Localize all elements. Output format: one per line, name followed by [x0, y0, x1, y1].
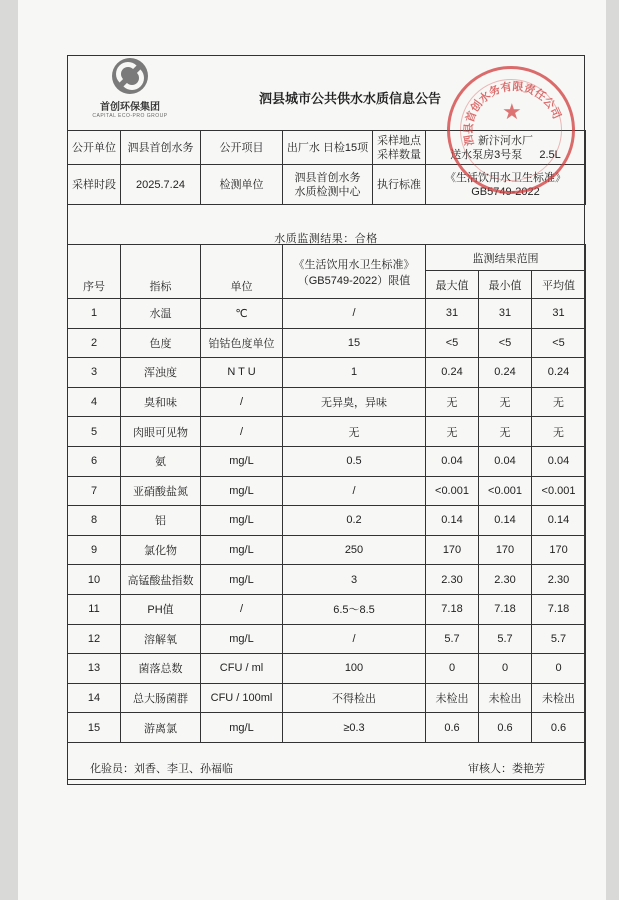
label-lab: 检测单位 [201, 165, 283, 205]
cell-min: 2.30 [479, 565, 532, 595]
cell-min: 170 [479, 535, 532, 565]
value-lab-line2: 水质检测中心 [294, 185, 361, 198]
cell-limit: 无 [283, 417, 426, 447]
cell-item: 浑浊度 [121, 358, 201, 388]
col-min: 最小值 [479, 271, 532, 299]
cell-min: 无 [479, 387, 532, 417]
cell-unit: mg/L [201, 476, 283, 506]
cell-limit: ≥0.3 [283, 713, 426, 743]
cell-limit: 250 [283, 535, 426, 565]
cell-avg: 2.30 [532, 565, 586, 595]
cell-unit: ℃ [201, 299, 283, 329]
col-range: 监测结果范围 [426, 245, 586, 271]
cell-max: 0.6 [426, 713, 479, 743]
cell-no: 11 [68, 594, 121, 624]
logo-en: CAPITAL ECO-PRO GROUP [92, 113, 168, 119]
cell-limit: 1 [283, 358, 426, 388]
value-site: 新汴河水厂 [478, 134, 533, 147]
cell-avg: 7.18 [532, 594, 586, 624]
cell-item: 氨 [121, 446, 201, 476]
cell-unit: mg/L [201, 446, 283, 476]
cell-item: 菌落总数 [121, 654, 201, 684]
cell-avg: <5 [532, 328, 586, 358]
value-period: 2025.7.24 [121, 165, 201, 205]
label-project: 公开项目 [201, 131, 283, 165]
cell-min: 未检出 [479, 683, 532, 713]
cell-item: 氯化物 [121, 535, 201, 565]
col-max: 最大值 [426, 271, 479, 299]
cell-unit: mg/L [201, 565, 283, 595]
cell-item: PH值 [121, 594, 201, 624]
cell-unit: / [201, 387, 283, 417]
cell-avg: 31 [532, 299, 586, 329]
cell-avg: 无 [532, 387, 586, 417]
cell-max: 0.24 [426, 358, 479, 388]
cell-max: 31 [426, 299, 479, 329]
results-body [68, 299, 586, 743]
cell-min: <5 [479, 328, 532, 358]
cell-no: 2 [68, 328, 121, 358]
table-row [68, 328, 586, 358]
cell-unit: / [201, 594, 283, 624]
cell-item: 游离氯 [121, 713, 201, 743]
cell-max: 未检出 [426, 683, 479, 713]
cell-min: 7.18 [479, 594, 532, 624]
value-lab [283, 165, 373, 205]
cell-limit: 0.2 [283, 506, 426, 536]
table-row [68, 654, 586, 684]
cell-max: 无 [426, 387, 479, 417]
logo-name: 首创环保集团 [100, 102, 160, 113]
cell-item: 溶解氧 [121, 624, 201, 654]
table-row [68, 446, 586, 476]
value-project: 出厂水 日检15项 [283, 131, 373, 165]
cell-no: 12 [68, 624, 121, 654]
cell-item: 水温 [121, 299, 201, 329]
table-row [68, 713, 586, 743]
table-row [68, 594, 586, 624]
cell-no: 7 [68, 476, 121, 506]
cell-no: 4 [68, 387, 121, 417]
col-avg: 平均值 [532, 271, 586, 299]
cell-min: 0.14 [479, 506, 532, 536]
cell-no: 15 [68, 713, 121, 743]
cell-max: 0.04 [426, 446, 479, 476]
cell-item: 色度 [121, 328, 201, 358]
cell-unit: CFU / 100ml [201, 683, 283, 713]
table-row [68, 506, 586, 536]
cell-limit: 不得检出 [283, 683, 426, 713]
cell-limit: 3 [283, 565, 426, 595]
col-no: 序号 [68, 245, 121, 299]
cell-no: 9 [68, 535, 121, 565]
table-row [68, 358, 586, 388]
cell-min: 0.04 [479, 446, 532, 476]
cell-avg: 0.6 [532, 713, 586, 743]
value-publisher: 泗县首创水务 [121, 131, 201, 165]
cell-avg: 0.14 [532, 506, 586, 536]
cell-avg: 170 [532, 535, 586, 565]
cell-min: 31 [479, 299, 532, 329]
cell-max: 0 [426, 654, 479, 684]
col-limit-line2: （GB5749-2022）限值 [297, 274, 411, 287]
cell-no: 1 [68, 299, 121, 329]
cell-avg: 未检出 [532, 683, 586, 713]
cell-min: <0.001 [479, 476, 532, 506]
cell-item: 高锰酸盐指数 [121, 565, 201, 595]
cell-min: 0.24 [479, 358, 532, 388]
cell-unit: / [201, 417, 283, 447]
cell-no: 6 [68, 446, 121, 476]
cell-max: <0.001 [426, 476, 479, 506]
cell-no: 13 [68, 654, 121, 684]
label-quantity: 采样数量 [377, 148, 421, 161]
cell-item: 亚硝酸盐氮 [121, 476, 201, 506]
cell-item: 肉眼可见物 [121, 417, 201, 447]
cell-min: 0 [479, 654, 532, 684]
cell-min: 5.7 [479, 624, 532, 654]
results-table [67, 244, 586, 785]
cell-no: 14 [68, 683, 121, 713]
cell-unit: mg/L [201, 506, 283, 536]
cell-max: 无 [426, 417, 479, 447]
company-logo [70, 58, 190, 128]
cell-avg: 5.7 [532, 624, 586, 654]
cell-item: 总大肠菌群 [121, 683, 201, 713]
table-row [68, 417, 586, 447]
value-lab-line1: 泗县首创水务 [294, 171, 361, 184]
table-row [68, 476, 586, 506]
result-summary: 水质监测结果：合格 [274, 233, 378, 245]
cell-limit: / [283, 476, 426, 506]
cell-avg: <0.001 [532, 476, 586, 506]
cell-unit: CFU / ml [201, 654, 283, 684]
logo-icon [112, 58, 148, 94]
cell-limit: 6.5～8.5 [283, 594, 426, 624]
cell-item: 铝 [121, 506, 201, 536]
company-seal [447, 66, 575, 194]
cell-no: 3 [68, 358, 121, 388]
cell-no: 5 [68, 417, 121, 447]
col-unit: 单位 [201, 245, 283, 299]
cell-limit: 100 [283, 654, 426, 684]
value-standard-line2: GB5749-2022 [471, 185, 540, 198]
table-row [68, 535, 586, 565]
header-row-1 [68, 245, 586, 271]
cell-limit: 0.5 [283, 446, 426, 476]
label-standard: 执行标准 [373, 165, 426, 205]
value-quantity: 2.5L [539, 148, 561, 161]
cell-max: 2.30 [426, 565, 479, 595]
page-title: 泗县城市公共供水水质信息公告 [258, 91, 441, 106]
cell-max: 0.14 [426, 506, 479, 536]
label-publisher: 公开单位 [68, 131, 121, 165]
value-standard-line1: 《生活饮用水卫生标准》 [445, 171, 566, 184]
cell-max: 7.18 [426, 594, 479, 624]
cell-avg: 0.04 [532, 446, 586, 476]
cell-limit: / [283, 624, 426, 654]
table-row [68, 387, 586, 417]
cell-unit: 铂钴色度单位 [201, 328, 283, 358]
cell-max: 170 [426, 535, 479, 565]
cell-avg: 无 [532, 417, 586, 447]
cell-no: 10 [68, 565, 121, 595]
value-pump-name: 送水泵房3号泵 [450, 148, 523, 161]
testers: 化验员：刘香、李卫、孙福临 [90, 763, 233, 775]
col-item: 指标 [121, 245, 201, 299]
cell-unit: N T U [201, 358, 283, 388]
cell-unit: mg/L [201, 624, 283, 654]
table-row [68, 624, 586, 654]
cell-avg: 0.24 [532, 358, 586, 388]
cell-limit: 无异臭，异味 [283, 387, 426, 417]
table-row [68, 299, 586, 329]
table-row [68, 683, 586, 713]
reviewer: 审核人：娄艳芳 [468, 763, 545, 775]
svg-text:泗县首创水务有限责任公司: 泗县首创水务有限责任公司 [461, 79, 564, 147]
seal-text-arc [456, 75, 572, 191]
cell-min: 无 [479, 417, 532, 447]
star-icon: ★ [502, 99, 522, 124]
table-row [68, 565, 586, 595]
cell-max: 5.7 [426, 624, 479, 654]
label-sampling-site [373, 131, 426, 165]
cell-avg: 0 [532, 654, 586, 684]
cell-max: <5 [426, 328, 479, 358]
cell-limit: / [283, 299, 426, 329]
label-period: 采样时段 [68, 165, 121, 205]
cell-no: 8 [68, 506, 121, 536]
cell-unit: mg/L [201, 713, 283, 743]
cell-limit: 15 [283, 328, 426, 358]
cell-item: 臭和味 [121, 387, 201, 417]
cell-unit: mg/L [201, 535, 283, 565]
col-limit-line1: 《生活饮用水卫生标准》 [293, 258, 415, 271]
label-site: 采样地点 [377, 134, 421, 147]
col-limit [283, 245, 426, 299]
cell-min: 0.6 [479, 713, 532, 743]
